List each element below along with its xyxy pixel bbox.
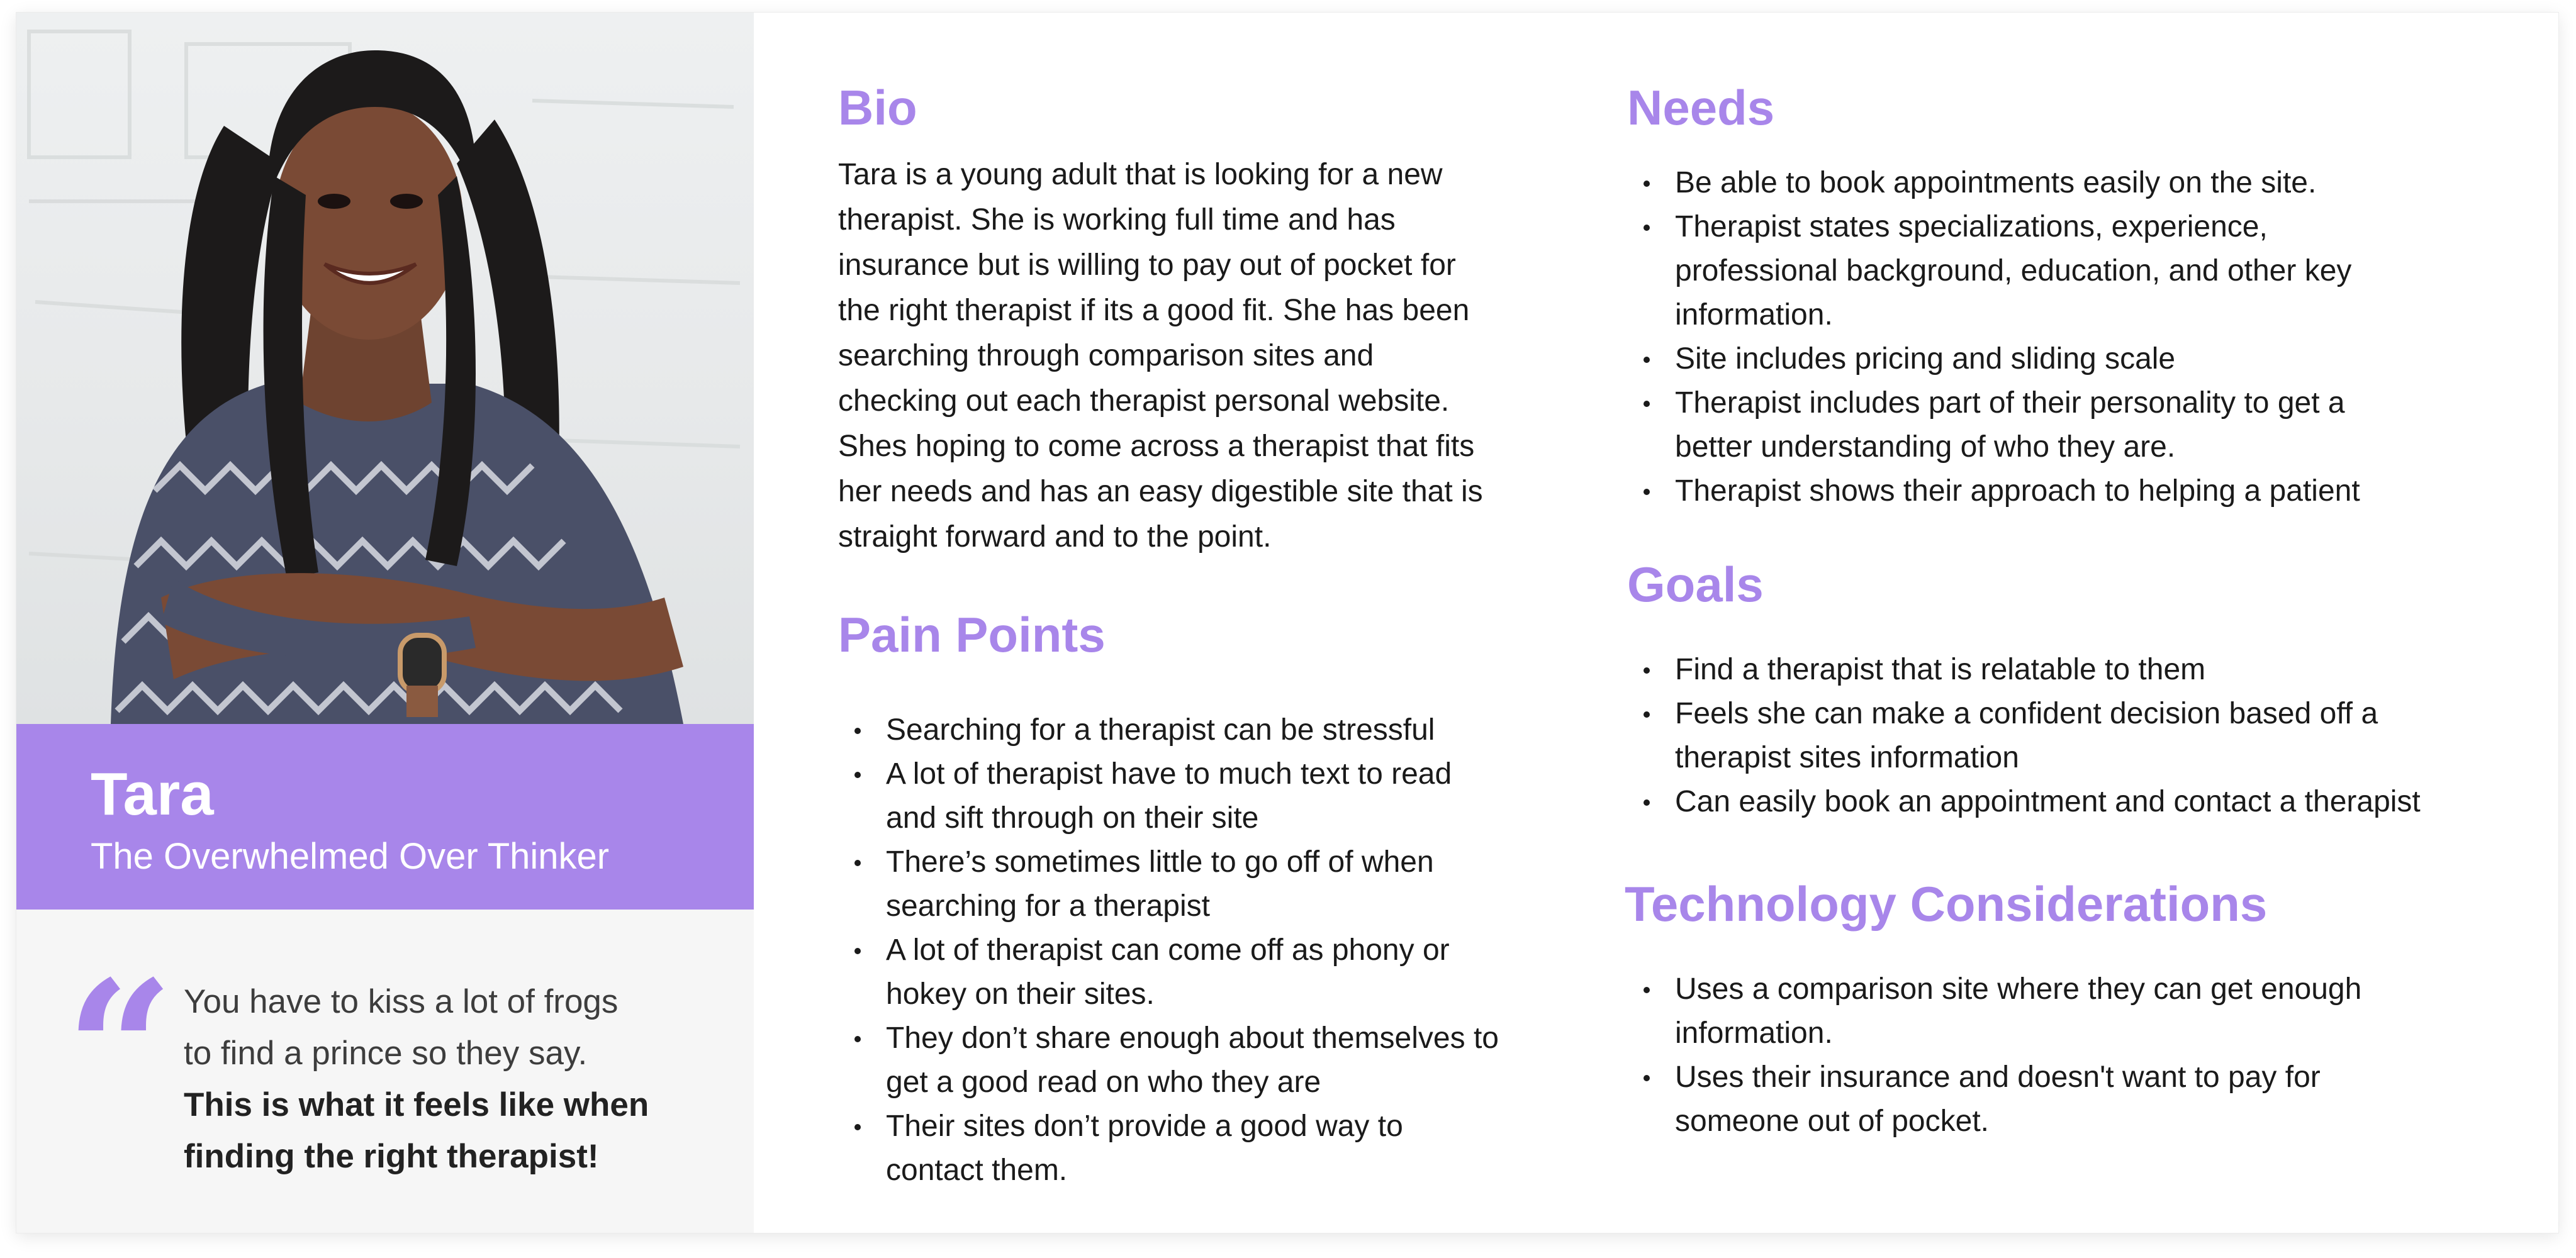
technology-list xyxy=(1627,967,2521,1144)
list-item-line: Feels she can make a confident decision based off a xyxy=(1675,697,2378,730)
bio-line: the right therapist if its a good fit. She has been xyxy=(838,294,1470,327)
bio-line: searching through comparison sites and xyxy=(838,339,1374,372)
list-item-line: and sift through on their site xyxy=(886,801,1259,835)
persona-name: Tara xyxy=(91,760,214,828)
persona-sidebar xyxy=(16,13,754,1233)
goals-list xyxy=(1627,648,2521,824)
list-item xyxy=(1627,692,2521,780)
list-item xyxy=(1627,648,2521,692)
list-item xyxy=(838,840,1562,928)
technology-heading: Technology Considerations xyxy=(1625,876,2268,932)
pain-points-heading: Pain Points xyxy=(838,607,1106,662)
list-item-line: Find a therapist that is relatable to them xyxy=(1675,653,2206,686)
list-item-line: information. xyxy=(1675,298,1833,331)
list-item xyxy=(1627,161,2521,205)
list-item-line: better understanding of who they are. xyxy=(1675,430,2176,464)
list-item xyxy=(1627,469,2521,513)
needs-list xyxy=(1627,161,2521,513)
list-item xyxy=(1627,205,2521,337)
quote-mark-icon: “ xyxy=(65,939,174,1161)
list-item-line: professional background, education, and other key xyxy=(1675,254,2352,287)
list-item-line: someone out of pocket. xyxy=(1675,1105,1989,1138)
list-item xyxy=(1627,1055,2521,1144)
list-item xyxy=(838,928,1562,1016)
list-item-line: Therapist shows their approach to helping a patient xyxy=(1675,474,2360,508)
persona-card xyxy=(16,13,2558,1233)
bio-line: Tara is a young adult that is looking for a new xyxy=(838,158,1443,191)
bio-line: checking out each therapist personal website. xyxy=(838,384,1450,418)
list-item-line: They don’t share enough about themselves to xyxy=(886,1021,1499,1055)
list-item-line: contact them. xyxy=(886,1154,1068,1187)
list-item-line: searching for a therapist xyxy=(886,889,1210,923)
list-item-line: Searching for a therapist can be stressful xyxy=(886,713,1435,747)
quote-line: You have to kiss a lot of frogs xyxy=(184,983,619,1020)
persona-portrait-image xyxy=(16,13,754,724)
bio-line: Shes hoping to come across a therapist that fits xyxy=(838,430,1475,463)
persona-photo xyxy=(16,13,754,724)
list-item-line: therapist sites information xyxy=(1675,741,2019,774)
list-item-line: Site includes pricing and sliding scale xyxy=(1675,342,2176,376)
list-item xyxy=(1627,967,2521,1055)
list-item-line: hokey on their sites. xyxy=(886,977,1155,1011)
persona-quote xyxy=(184,976,725,1183)
list-item-line: get a good read on who they are xyxy=(886,1066,1321,1099)
list-item xyxy=(838,752,1562,840)
quote-bold-line: finding the right therapist! xyxy=(184,1138,599,1175)
bio-line: therapist. She is working full time and has xyxy=(838,203,1396,237)
list-item xyxy=(1627,381,2521,469)
bio-line: her needs and has an easy digestible site that is xyxy=(838,475,1483,508)
list-item-line: A lot of therapist can come off as phony or xyxy=(886,933,1450,967)
needs-heading: Needs xyxy=(1627,80,1775,135)
goals-heading: Goals xyxy=(1627,557,1764,612)
list-item-line: Uses a comparison site where they can get enough xyxy=(1675,972,2362,1006)
bio-line: straight forward and to the point. xyxy=(838,520,1272,554)
list-item-line: Can easily book an appointment and contact a therapist xyxy=(1675,785,2421,818)
quote-bold-line: This is what it feels like when xyxy=(184,1086,649,1123)
persona-tagline: The Overwhelmed Over Thinker xyxy=(91,836,610,877)
list-item-line: There’s sometimes little to go off of when xyxy=(886,845,1434,879)
list-item-line: information. xyxy=(1675,1016,1833,1050)
list-item xyxy=(838,708,1562,752)
list-item xyxy=(1627,337,2521,381)
list-item xyxy=(838,1016,1562,1105)
persona-banner xyxy=(16,724,754,910)
list-item-line: Uses their insurance and doesn't want to pay for xyxy=(1675,1060,2321,1094)
pain-points-list xyxy=(838,708,1562,1193)
bio-heading: Bio xyxy=(838,80,917,135)
list-item-line: Their sites don’t provide a good way to xyxy=(886,1110,1403,1143)
quote-line: to find a prince so they say. xyxy=(184,1035,588,1072)
list-item-line: Therapist states specializations, experience, xyxy=(1675,210,2268,243)
list-item-line: A lot of therapist have to much text to read xyxy=(886,757,1452,791)
list-item xyxy=(1627,780,2521,824)
bio-line: insurance but is willing to pay out of pocket for xyxy=(838,248,1456,282)
list-item xyxy=(838,1105,1562,1193)
list-item-line: Be able to book appointments easily on the site. xyxy=(1675,166,2317,199)
bio-text xyxy=(838,152,1562,560)
list-item-line: Therapist includes part of their personality to get a xyxy=(1675,386,2345,420)
